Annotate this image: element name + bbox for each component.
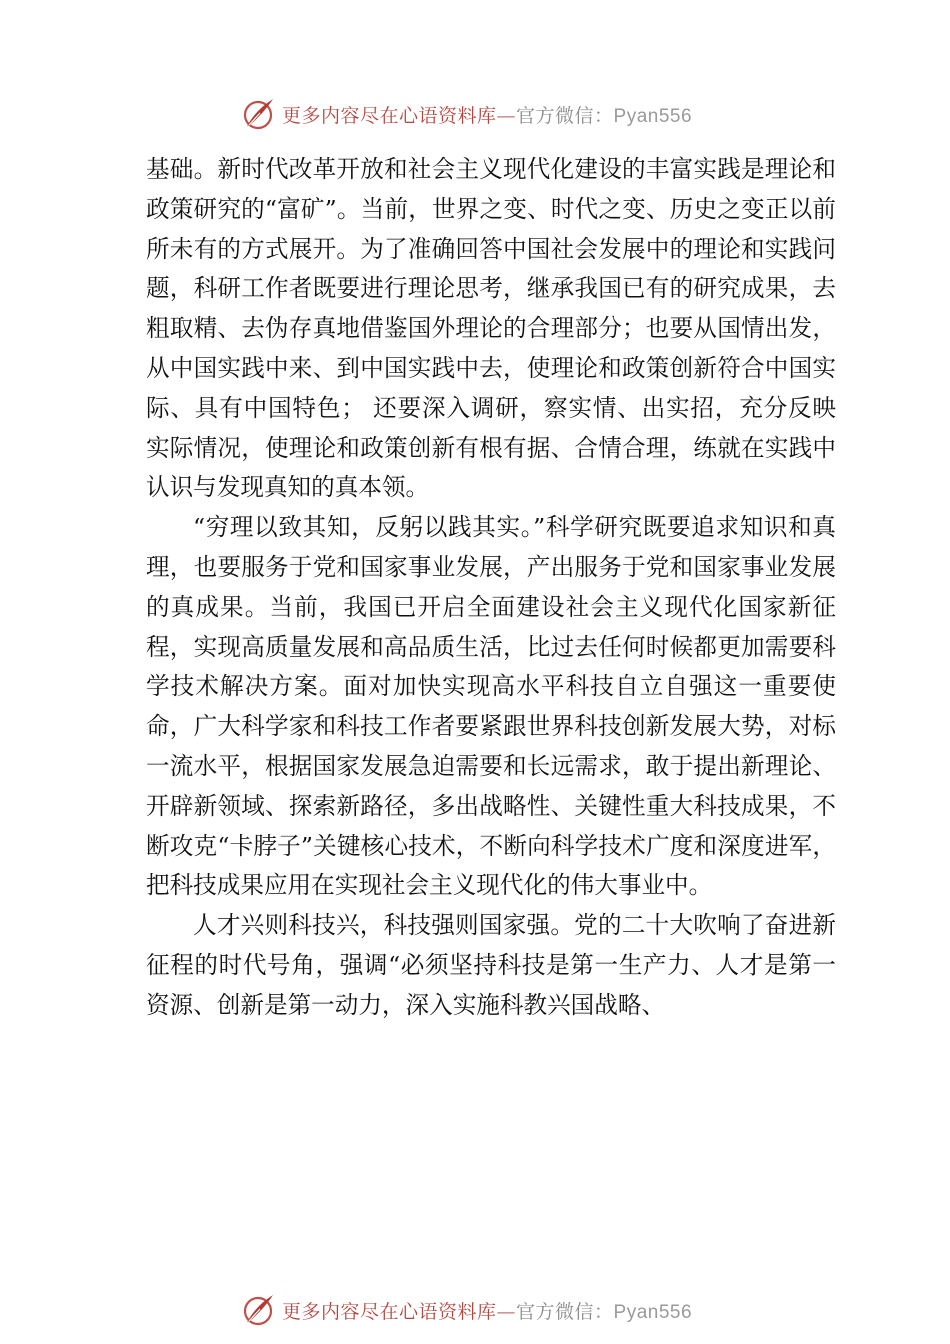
footer-text xyxy=(282,1297,692,1324)
header-dash: — xyxy=(496,104,517,127)
header-wechat-id: Pyan556 xyxy=(613,105,693,127)
paragraph-2: “穷理以致其知，反躬以践其实。”科学研究既要追求知识和真理，也要服务于党和国家事业发展，产出服务于党和国家事业发展的真成果。当前，我国已开启全面建设社会主义现代化国家新征程，实现高质量发展和高品质生活，比过去任何时候都更加需要科学技术解决方案。面对加快实现高水平科技自立自强这一重要使命，广大科学家和科技工作者要紧跟世界科技创新发展大势，对标一流水平，根据国家发展急迫需要和长远需求，敢于提出新理论、开辟新领域、探索新路径，多出战略性、关键性重大科技成果，不断攻克“卡脖子”关键核心技术，不断向科学技术广度和深度进军，把科技成果应用在实现社会主义现代化的伟大事业中。 xyxy=(146,513,836,900)
footer-wechat-label: 官方微信： xyxy=(516,1300,614,1323)
header-banner xyxy=(0,94,950,134)
footer-banner xyxy=(0,1290,950,1330)
footer-dash: — xyxy=(496,1300,517,1323)
header-wechat-label: 官方微信： xyxy=(516,104,614,127)
paragraph-1: 基础。新时代改革开放和社会主义现代化建设的丰富实践是理论和政策研究的“富矿”。当前，世界之变、时代之变、历史之变正以前所未有的方式展开。为了准确回答中国社会发展中的理论和实践问题，科研工作者既要进行理论思考，继承我国已有的研究成果，去粗取精、去伪存真地借鉴国外理论的合理部分；也要从国情出发，从中国实践中来、到中国实践中去，使理论和政策创新符合中国实际、具有中国特色； 还要深入调研，察实情、出实招，充分反映实际情况，使理论和政策创新有根有据、合情合理，练就在实践中认识与发现真知的真本领。 xyxy=(146,155,836,502)
document-body xyxy=(146,150,836,1026)
footer-wechat-id: Pyan556 xyxy=(613,1301,693,1323)
header-brand: 更多内容尽在心语资料库 xyxy=(282,104,497,127)
header-text xyxy=(282,101,692,128)
paragraph-3: 人才兴则科技兴，科技强则国家强。党的二十大吹响了奋进新征程的时代号角，强调“必须坚持科技是第一生产力、人才是第一资源、创新是第一动力，深入实施科教兴国战略、 xyxy=(146,911,836,1019)
quill-logo-icon xyxy=(240,1292,276,1328)
quill-logo-icon xyxy=(240,96,276,132)
footer-brand: 更多内容尽在心语资料库 xyxy=(282,1300,497,1323)
